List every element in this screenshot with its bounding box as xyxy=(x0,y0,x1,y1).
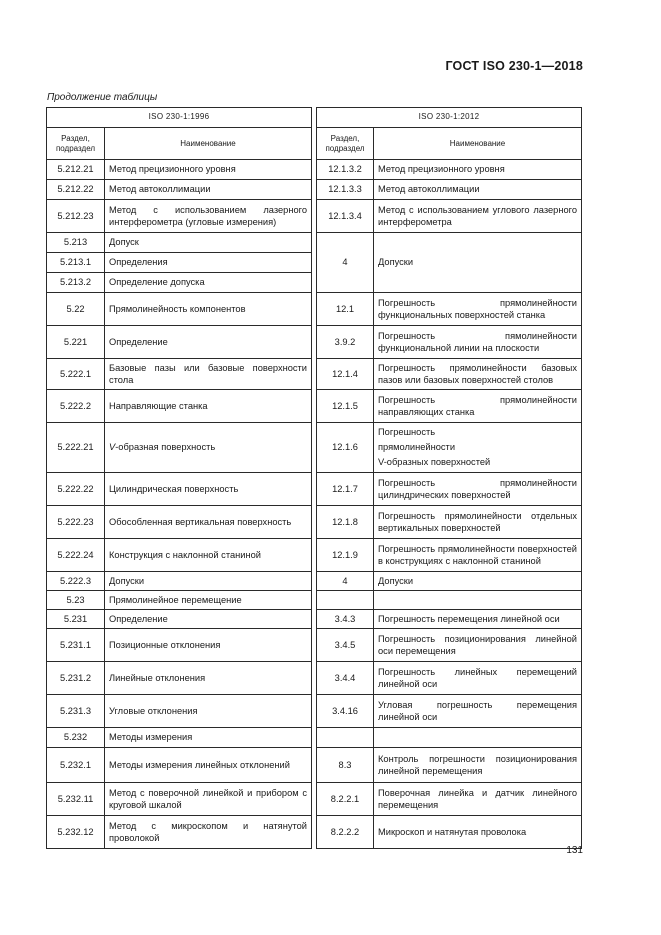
right-name: Метод с использованием углового лазерного интерферометра xyxy=(374,200,582,233)
table-row xyxy=(47,610,582,629)
right-name-line: прямолинейности xyxy=(378,442,456,452)
left-section: 5.222.21 xyxy=(47,423,105,473)
right-section: 8.3 xyxy=(317,748,374,783)
right-name: Погрешность прямолинейности направляющих станка xyxy=(374,390,582,423)
right-section: 12.1.9 xyxy=(317,539,374,572)
right-section xyxy=(317,591,374,610)
table-row xyxy=(47,473,582,506)
table-row xyxy=(47,233,582,253)
v-letter: V xyxy=(109,442,116,453)
left-section: 5.222.3 xyxy=(47,572,105,591)
right-section: 8.2.2.2 xyxy=(317,816,374,849)
group-header-iso-2012: ISO 230-1:2012 xyxy=(317,108,582,128)
left-name: Линейные отклонения xyxy=(105,662,312,695)
table-row xyxy=(47,326,582,359)
page-number: 131 xyxy=(566,845,583,856)
left-name: Метод с микроскопом и натянутой проволокой xyxy=(105,816,312,849)
column-gap xyxy=(312,253,317,273)
table-row xyxy=(47,629,582,662)
table-row xyxy=(47,180,582,200)
right-name: Погрешность прямолинейности базовых пазов или базовых поверхностей столов xyxy=(374,359,582,390)
col-header-section-left: Раздел, подраздел xyxy=(47,128,105,160)
left-name: Угловые отклонения xyxy=(105,695,312,728)
left-name: V-образная поверхность xyxy=(105,423,312,473)
right-name-line: Погрешность xyxy=(378,427,436,437)
left-section: 5.222.24 xyxy=(47,539,105,572)
left-section: 5.231 xyxy=(47,610,105,629)
right-section: 12.1.7 xyxy=(317,473,374,506)
left-name: Метод с поверочной линейкой и прибором с круговой шкалой xyxy=(105,783,312,816)
right-section: 12.1 xyxy=(317,293,374,326)
right-section: 12.1.3.4 xyxy=(317,200,374,233)
standard-id: ГОСТ ISO 230-1—2018 xyxy=(445,59,583,73)
left-name: Позиционные отклонения xyxy=(105,629,312,662)
right-name xyxy=(374,591,582,610)
right-name-line: V-образных поверхностей xyxy=(378,457,491,467)
left-name: Допуски xyxy=(105,572,312,591)
table-row xyxy=(47,748,582,783)
right-section: 3.4.4 xyxy=(317,662,374,695)
left-section: 5.231.3 xyxy=(47,695,105,728)
left-name: Метод с использованием лазерного интерферометра (угловые измерения) xyxy=(105,200,312,233)
table-row xyxy=(47,160,582,180)
table-row xyxy=(47,662,582,695)
right-section: 12.1.8 xyxy=(317,506,374,539)
right-section: 4 xyxy=(317,572,374,591)
right-section: 12.1.5 xyxy=(317,390,374,423)
table-caption: Продолжение таблицы xyxy=(47,92,158,103)
table-row xyxy=(47,293,582,326)
right-section: 8.2.2.1 xyxy=(317,783,374,816)
left-name: Методы измерения xyxy=(105,728,312,748)
left-section: 5.231.2 xyxy=(47,662,105,695)
left-section: 5.222.2 xyxy=(47,390,105,423)
left-section: 5.212.21 xyxy=(47,160,105,180)
table-row xyxy=(47,695,582,728)
table-row xyxy=(47,390,582,423)
column-gap xyxy=(312,273,317,293)
right-section: 3.4.3 xyxy=(317,610,374,629)
left-name: Метод прецизионного уровня xyxy=(105,160,312,180)
right-name: Погрешность позиционирования линейной оси перемещения xyxy=(374,629,582,662)
left-name: Определение допуска xyxy=(105,273,312,293)
right-name: Метод автоколлимации xyxy=(374,180,582,200)
right-name: Микроскоп и натянутая проволока xyxy=(374,816,582,849)
right-name: Погрешность прямолинейности поверхностей в конструкциях с наклонной станиной xyxy=(374,539,582,572)
right-name-merged: Допуски xyxy=(374,233,582,293)
left-section: 5.222.1 xyxy=(47,359,105,390)
right-section: 12.1.3.2 xyxy=(317,160,374,180)
left-section: 5.232 xyxy=(47,728,105,748)
left-name: Прямолинейное перемещение xyxy=(105,591,312,610)
left-name: Методы измерения линейных отклонений xyxy=(105,748,312,783)
right-name: Поверочная линейка и датчик линейного перемещения xyxy=(374,783,582,816)
table-row xyxy=(47,539,582,572)
left-name: Обособленная вертикальная поверхность xyxy=(105,506,312,539)
table-row xyxy=(47,423,582,473)
col-header-name-left: Наименование xyxy=(105,128,312,160)
right-name: Погрешность линейных перемещений линейной оси xyxy=(374,662,582,695)
left-name: Базовые пазы или базовые поверхности стола xyxy=(105,359,312,390)
left-section: 5.22 xyxy=(47,293,105,326)
left-name: Определение xyxy=(105,610,312,629)
left-section: 5.231.1 xyxy=(47,629,105,662)
right-name: Метод прецизионного уровня xyxy=(374,160,582,180)
group-header-row xyxy=(47,108,582,128)
right-section: 12.1.4 xyxy=(317,359,374,390)
right-section: 3.4.16 xyxy=(317,695,374,728)
col-header-name-right: Наименование xyxy=(374,128,582,160)
right-name xyxy=(374,728,582,748)
left-name: Метод автоколлимации xyxy=(105,180,312,200)
left-section: 5.212.23 xyxy=(47,200,105,233)
right-name: Контроль погрешности позиционирования линейной перемещения xyxy=(374,748,582,783)
right-section xyxy=(317,728,374,748)
right-section-merged: 4 xyxy=(317,233,374,293)
right-section: 12.1.6 xyxy=(317,423,374,473)
left-name: Допуск xyxy=(105,233,312,253)
table-row xyxy=(47,783,582,816)
right-name: Погрешность прямолинейности отдельных вертикальных поверхностей xyxy=(374,506,582,539)
left-section: 5.221 xyxy=(47,326,105,359)
right-name: Угловая погрешность перемещения линейной оси xyxy=(374,695,582,728)
left-section: 5.232.11 xyxy=(47,783,105,816)
left-section: 5.232.12 xyxy=(47,816,105,849)
left-section: 5.213.2 xyxy=(47,273,105,293)
left-section: 5.213 xyxy=(47,233,105,253)
right-name: Допуски xyxy=(374,572,582,591)
right-section: 12.1.3.3 xyxy=(317,180,374,200)
right-name: Погрешность перемещения линейной оси xyxy=(374,610,582,629)
left-section: 5.213.1 xyxy=(47,253,105,273)
col-header-section-right: Раздел, подраздел xyxy=(317,128,374,160)
left-name: Направляющие станка xyxy=(105,390,312,423)
right-name xyxy=(374,423,582,473)
table-row xyxy=(47,572,582,591)
left-name: Прямолинейность компонентов xyxy=(105,293,312,326)
right-section: 3.9.2 xyxy=(317,326,374,359)
right-section: 3.4.5 xyxy=(317,629,374,662)
table-row xyxy=(47,200,582,233)
table-row xyxy=(47,506,582,539)
right-name: Погрешность прямолинейности функциональных поверхностей станка xyxy=(374,293,582,326)
table-row xyxy=(47,591,582,610)
left-name: Определения xyxy=(105,253,312,273)
left-section: 5.232.1 xyxy=(47,748,105,783)
left-name: Конструкция с наклонной станиной xyxy=(105,539,312,572)
left-name: Определение xyxy=(105,326,312,359)
right-name: Погрешность пямолинейности функциональной линии на плоскости xyxy=(374,326,582,359)
column-header-row xyxy=(47,128,582,160)
left-name: Цилиндрическая поверхность xyxy=(105,473,312,506)
table-row xyxy=(47,728,582,748)
left-section: 5.23 xyxy=(47,591,105,610)
group-header-iso-1996: ISO 230-1:1996 xyxy=(47,108,312,128)
comparison-table xyxy=(46,107,582,849)
right-name: Погрешность прямолинейности цилиндрических поверхностей xyxy=(374,473,582,506)
left-section: 5.222.23 xyxy=(47,506,105,539)
left-section: 5.222.22 xyxy=(47,473,105,506)
left-section: 5.212.22 xyxy=(47,180,105,200)
table-row xyxy=(47,816,582,849)
table-row xyxy=(47,359,582,390)
